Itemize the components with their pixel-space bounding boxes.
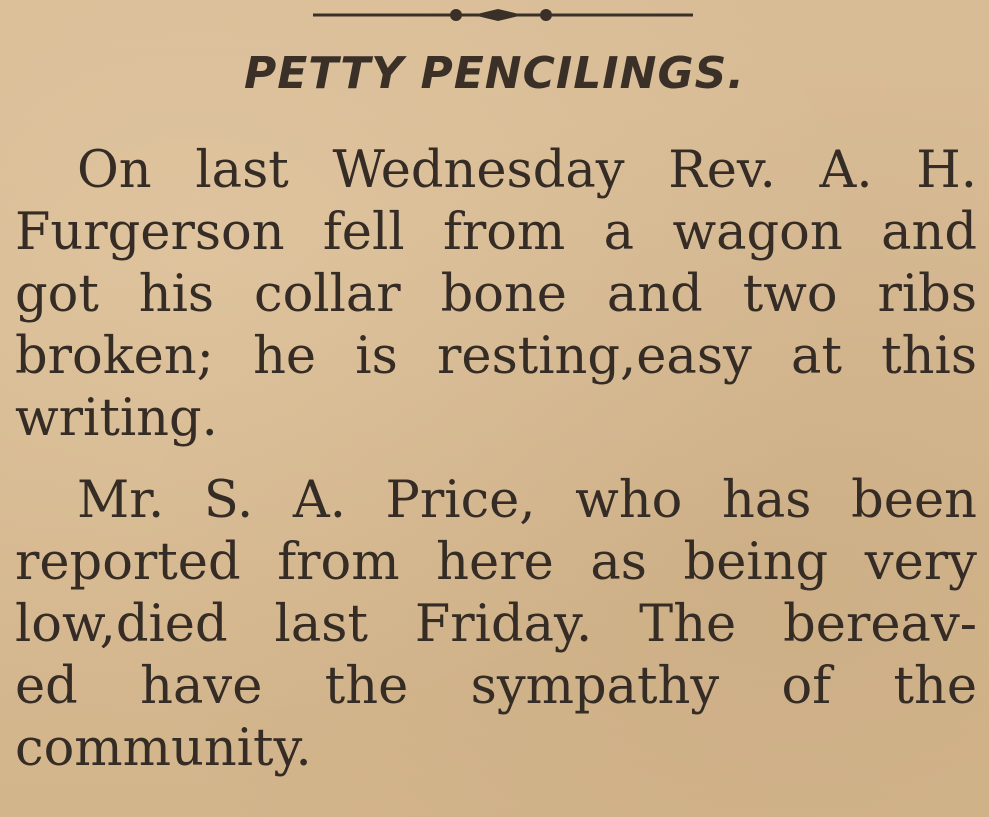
- article-column: [15, 140, 977, 780]
- paragraph-line: reported from here as being very: [15, 533, 977, 592]
- paragraph-line: ed have the sympathy of the: [15, 657, 977, 716]
- rule-with-dots-ornament-icon: [313, 6, 693, 24]
- paragraph-line: got his collar bone and two ribs: [15, 265, 977, 324]
- paragraph-line: broken; he is resting,easy at this: [15, 327, 977, 386]
- paragraph-line: community.: [15, 719, 312, 778]
- paragraph-line: low,died last Friday. The bereav-: [15, 595, 977, 654]
- paragraph-line: Furgerson fell from a wagon and: [15, 203, 977, 262]
- paragraph-2: [15, 470, 977, 780]
- paragraph-line: writing.: [15, 389, 218, 448]
- paragraph-line: On last Wednesday Rev. A. H.: [77, 141, 977, 200]
- paragraph-1: [15, 140, 977, 450]
- paragraph-line: Mr. S. A. Price, who has been: [77, 471, 977, 530]
- headline: PETTY PENCILINGS.: [243, 48, 746, 99]
